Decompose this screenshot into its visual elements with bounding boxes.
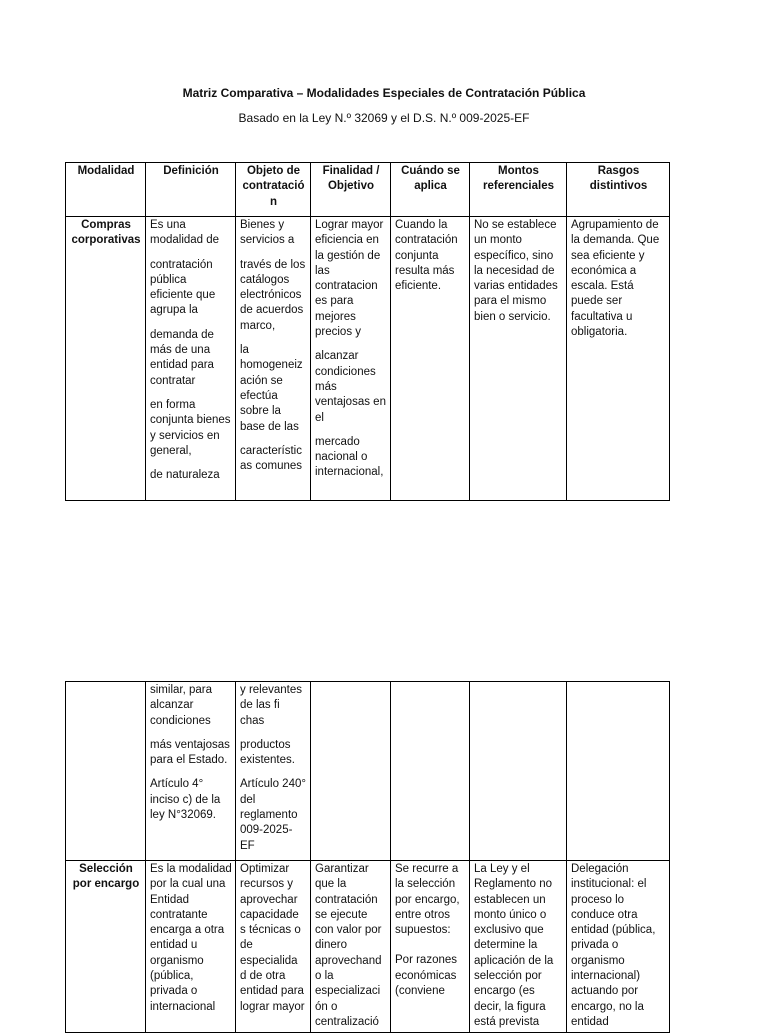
cell-objeto xyxy=(236,861,311,1033)
cell-text: Por razones económicas (conviene xyxy=(395,954,458,998)
header-montos: Montos referenciales xyxy=(470,163,567,217)
table-row-seleccion-por-encargo xyxy=(66,861,670,1033)
header-rasgos: Rasgos distintivos xyxy=(567,163,670,217)
cell-text: Se recurre a la selección por encargo, entre otros supuestos: xyxy=(395,863,460,937)
header-definicion: Definición xyxy=(146,163,236,217)
header-objeto: Objeto de contratació n xyxy=(236,163,311,217)
cell-cuando-empty xyxy=(391,682,470,861)
cell-text: Es la modalidad por la cual una Entidad contratante encarga a otra entidad u organismo (pública, privada o internacional xyxy=(150,863,232,1013)
comparison-table-page-1 xyxy=(65,162,670,501)
cell-modalidad: Selección por encargo xyxy=(66,861,146,1033)
cell-text: través de los catálogos electrónicos de acuerdos marco, xyxy=(240,258,306,332)
table-row-compras-corporativas xyxy=(66,217,670,501)
cell-cuando xyxy=(391,861,470,1033)
cell-definicion xyxy=(146,861,236,1033)
cell-text: y relevantes de las fi chas xyxy=(240,684,303,727)
cell-text: Lograr mayor eficiencia en la gestión de las contratacion es para mejores precios y xyxy=(315,219,384,339)
cell-montos-empty xyxy=(470,682,567,861)
cell-text: Agrupamiento de la demanda. Que sea eficiente y económica a escala. Está puede ser facultativa u obligatoria. xyxy=(571,219,660,339)
cell-text: Optimizar recursos y aprovechar capacidade s técnicas o de especialida d de otra entidad para lograr mayor xyxy=(240,863,305,1013)
cell-objeto xyxy=(236,217,311,501)
document-subtitle: Basado en la Ley N.º 32069 y el D.S. N.º 009-2025-EF xyxy=(238,111,530,125)
cell-modalidad: Compras corporativas xyxy=(66,217,146,501)
cell-rasgos xyxy=(567,861,670,1033)
cell-rasgos-empty xyxy=(567,682,670,861)
header-modalidad: Modalidad xyxy=(66,163,146,217)
cell-montos xyxy=(470,861,567,1033)
cell-text: Bienes y servicios a xyxy=(240,219,295,247)
cell-text: alcanzar condiciones más ventajosas en el xyxy=(315,350,386,424)
cell-text: Es una modalidad de xyxy=(150,219,220,247)
cell-rasgos xyxy=(567,217,670,501)
cell-text: similar, para alcanzar condiciones xyxy=(150,684,212,727)
cell-text: Artículo 240° del reglamento 009-2025-EF xyxy=(240,778,306,852)
cell-text: la homogeneiz ación se efectúa sobre la base de las xyxy=(240,344,303,433)
document-title: Matriz Comparativa – Modalidades Especiales de Contratación Pública xyxy=(182,86,586,100)
cell-finalidad xyxy=(311,217,391,501)
cell-text: de naturaleza xyxy=(150,469,220,482)
header-cuando: Cuándo se aplica xyxy=(391,163,470,217)
cell-text: Cuando la contratación conjunta resulta más eficiente. xyxy=(395,219,458,293)
cell-montos xyxy=(470,217,567,501)
cell-text: Garantizar que la contratación se ejecute con valor por dinero aprovechand o la especializaci ón o centralizació xyxy=(315,863,382,1028)
cell-text: más ventajosas para el Estado. xyxy=(150,738,230,767)
cell-text: No se establece un monto específico, sino la necesidad de varias entidades para el mismo bien o servicio. xyxy=(474,219,558,323)
cell-text: La Ley y el Reglamento no establecen un monto único o exclusivo que determine la aplicación de la selección por encargo (es decir, la figura está prevista xyxy=(474,863,554,1028)
cell-text: contratación pública eficiente que agrupa la xyxy=(150,258,216,317)
cell-definicion xyxy=(146,217,236,501)
cell-finalidad xyxy=(311,861,391,1033)
cell-text: productos existentes. xyxy=(240,738,295,767)
cell-definicion xyxy=(146,682,236,861)
cell-modalidad-empty xyxy=(66,682,146,861)
cell-text: mercado nacional o internacional, xyxy=(315,435,384,479)
table-row-compras-continued xyxy=(66,682,670,861)
cell-text: Delegación institucional: el proceso lo conduce otra entidad (pública, privada o organismo internacional) actuando por encargo, no la entidad xyxy=(571,863,656,1028)
cell-text: característic as comunes xyxy=(240,444,303,473)
table-header-row xyxy=(66,163,670,217)
header-finalidad: Finalidad / Objetivo xyxy=(311,163,391,217)
comparison-table-page-2 xyxy=(65,681,670,1033)
cell-text: Artículo 4° inciso c) de la ley N°32069. xyxy=(150,778,221,822)
cell-cuando xyxy=(391,217,470,501)
cell-text: demanda de más de una entidad para contratar xyxy=(150,328,214,387)
cell-objeto xyxy=(236,682,311,861)
cell-text: en forma conjunta bienes y servicios en general, xyxy=(150,398,231,457)
cell-finalidad-empty xyxy=(311,682,391,861)
